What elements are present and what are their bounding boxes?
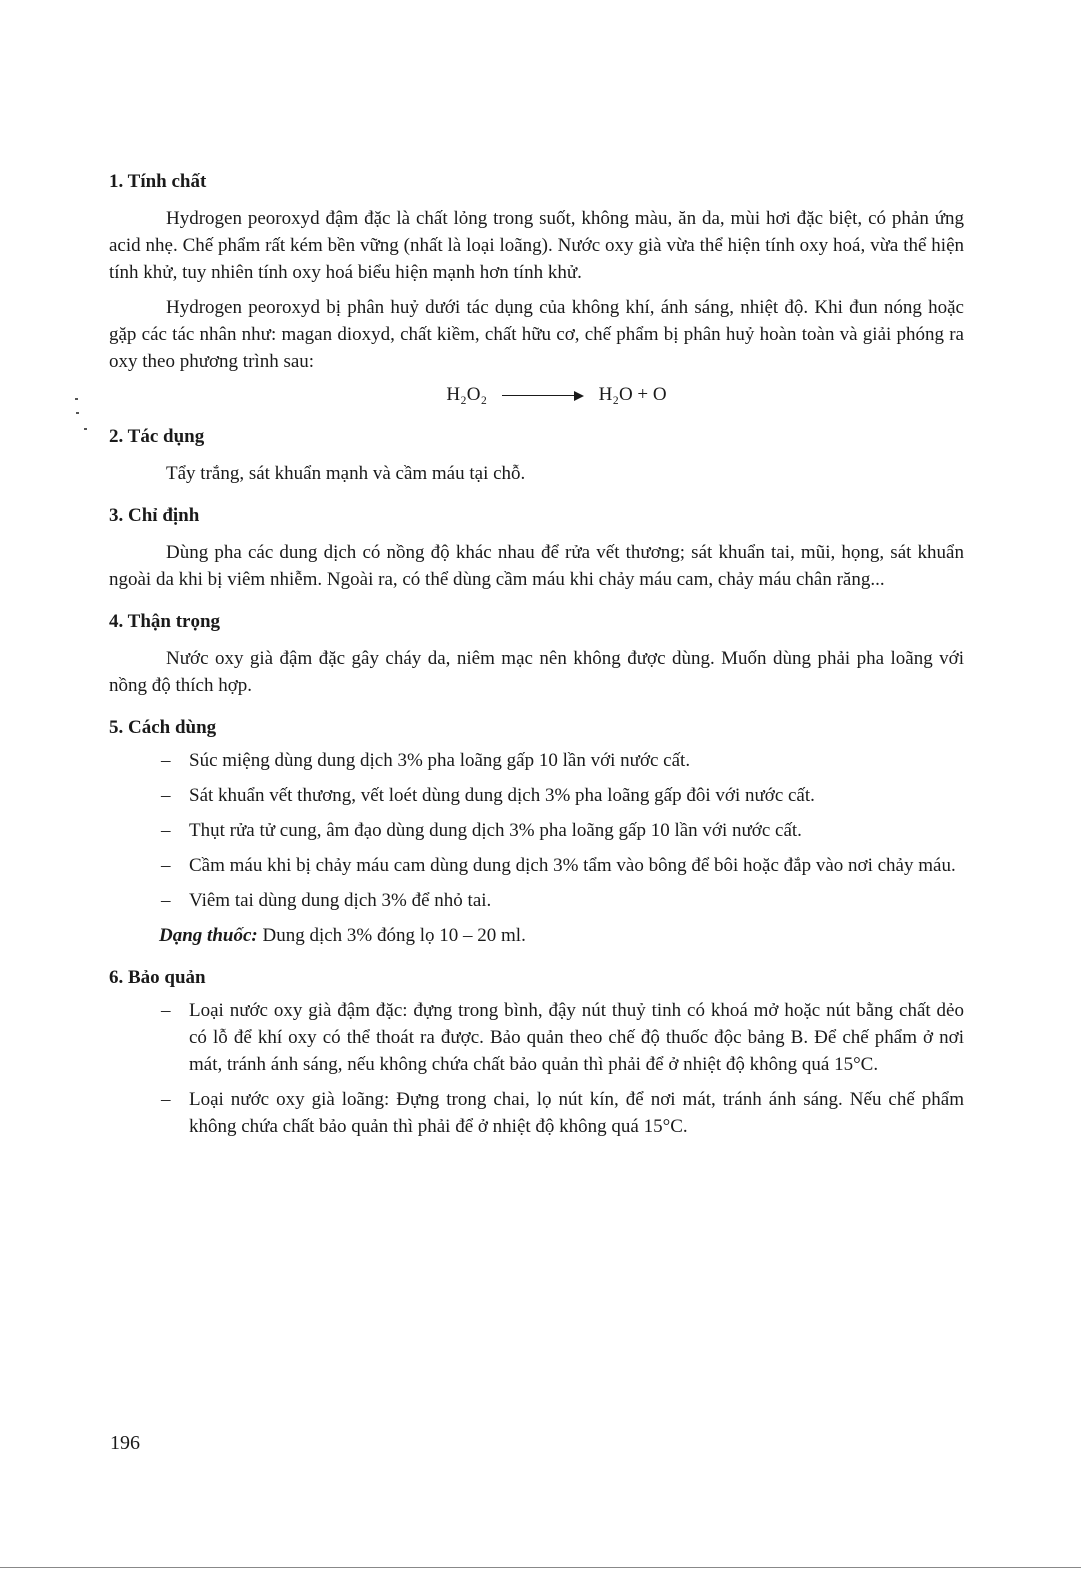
list-item: – Loại nước oxy già loãng: Đựng trong chai, lọ nút kín, để nơi mát, tránh ánh sáng. Nếu chế phẩm không chứa chất bảo quản thì phải để ở nhiệt độ không quá 15°C. <box>189 1086 964 1140</box>
list-item: – Sát khuẩn vết thương, vết loét dùng dung dịch 3% pha loãng gấp đôi với nước cất. <box>189 782 964 809</box>
usage-list <box>109 747 964 914</box>
chemical-equation <box>109 381 964 408</box>
equation-products: H₂O + O <box>598 384 667 405</box>
reaction-arrow-icon <box>502 391 584 401</box>
dosage-form <box>159 922 964 949</box>
section-heading-usage: 5. Cách dùng <box>109 717 217 738</box>
section-heading-effects: 2. Tác dụng <box>109 426 205 447</box>
list-item: – Thụt rửa tử cung, âm đạo dùng dung dịch 3% pha loãng gấp 10 lần với nước cất. <box>189 817 964 844</box>
equation-reactant: H₂O₂ <box>446 384 488 405</box>
scan-speck <box>84 428 87 430</box>
list-item: – Cầm máu khi bị chảy máu cam dùng dung dịch 3% tẩm vào bông để bôi hoặc đắp vào nơi chảy máu. <box>189 852 964 879</box>
scan-speck <box>75 398 78 400</box>
section-heading-storage: 6. Bảo quản <box>109 967 206 988</box>
list-item: – Loại nước oxy già đậm đặc: đựng trong bình, đậy nút thuỷ tinh có khoá mở hoặc nút bằng chất dẻo có lỗ để khí oxy có thể thoát ra được. Bảo quản theo chế độ thuốc độc bảng B. Để chế phẩm ở nơi mát, tránh ánh sáng, nếu không chứa chất bảo quản thì phải để ở nhiệt độ không quá 15°C. <box>189 997 964 1078</box>
page-number: 196 <box>110 1432 140 1454</box>
section-heading-indications: 3. Chỉ định <box>109 505 200 526</box>
scan-speck <box>76 412 79 414</box>
list-item: – Viêm tai dùng dung dịch 3% để nhỏ tai. <box>189 887 964 914</box>
dosage-form-value: Dung dịch 3% đóng lọ 10 – 20 ml. <box>257 925 526 946</box>
paragraph: Tẩy trắng, sát khuẩn mạnh và cầm máu tại chỗ. <box>166 463 526 484</box>
paragraph: Dùng pha các dung dịch có nồng độ khác nhau để rửa vết thương; sát khuẩn tai, mũi, họng, sát khuẩn ngoài da khi bị viêm nhiễm. Ngoài ra, có thể dùng cầm máu khi chảy máu cam, chảy máu chân răng... <box>109 542 964 590</box>
section-heading-precautions: 4. Thận trọng <box>109 611 221 632</box>
section-heading-properties: 1. Tính chất <box>109 171 207 192</box>
paragraph: Nước oxy già đậm đặc gây cháy da, niêm mạc nên không được dùng. Muốn dùng phải pha loãng với nồng độ thích hợp. <box>109 648 964 696</box>
paragraph: Hydrogen peoroxyd đậm đặc là chất lỏng trong suốt, không màu, ăn da, mùi hơi đặc biệt, có phản ứng acid nhẹ. Chế phẩm rất kém bền vững (nhất là loại loãng). Nước oxy già vừa thể hiện tính oxy hoá, vừa thể hiện tính khử, tuy nhiên tính oxy hoá biểu hiện mạnh hơn tính khử. <box>109 208 964 283</box>
storage-list <box>109 997 964 1140</box>
dosage-form-label: Dạng thuốc: <box>159 925 258 946</box>
scan-edge-line <box>0 1567 1081 1568</box>
paragraph: Hydrogen peoroxyd bị phân huỷ dưới tác dụng của không khí, ánh sáng, nhiệt độ. Khi đun nóng hoặc gặp các tác nhân như: magan dioxyd, chất kiềm, chất hữu cơ, chế phẩm bị phân huỷ hoàn toàn và giải phóng ra oxy theo phương trình sau: <box>109 297 964 372</box>
list-item: – Súc miệng dùng dung dịch 3% pha loãng gấp 10 lần với nước cất. <box>189 747 964 774</box>
page-content <box>109 168 964 1140</box>
